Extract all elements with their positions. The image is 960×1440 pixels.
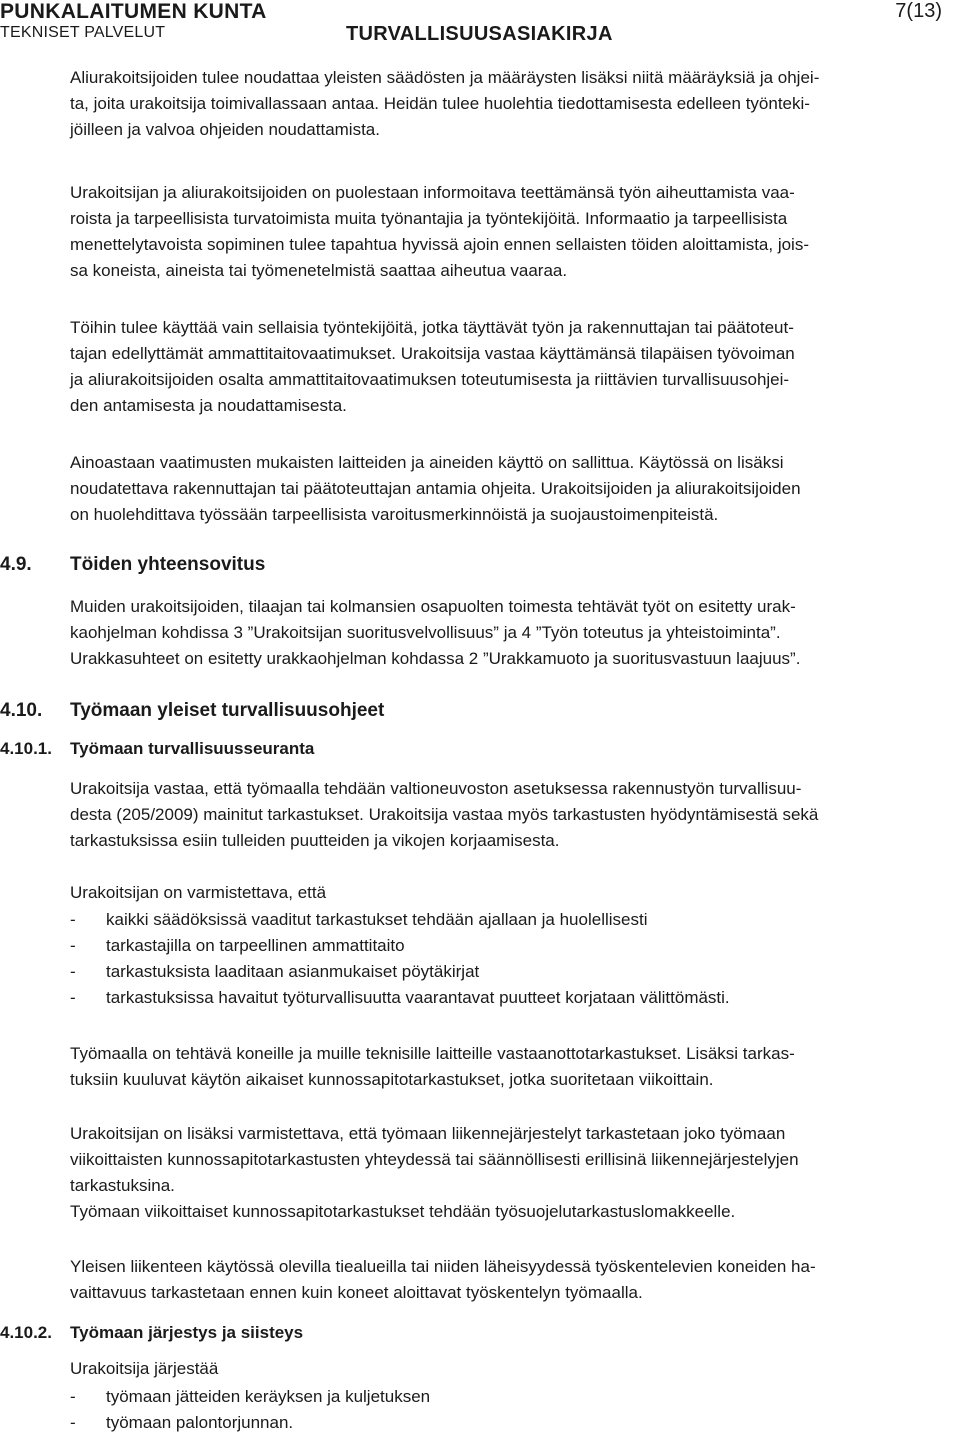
- paragraph-machine-inspections: Työmaalla on tehtävä koneille ja muille teknisille laitteille vastaanottotarkastukset. Lisäksi tarkas- tuksiin kuuluvat käytön aikaiset kunnossapitotarkastukset, jotka suoritetaan viikoittain.: [70, 1044, 795, 1089]
- paragraph-equipment-use: Ainoastaan vaatimusten mukaisten laitteiden ja aineiden käyttö on sallittua. Käytössä on lisäksi noudatettava rakennuttajan tai päätoteuttajan antamia ohjeita. Urakoitsijoiden ja aliurakoitsijoiden on huolehdittava työssään tarpeellisista varoitusmerkinnöistä ja suojaustoimenpiteistä.: [70, 453, 801, 524]
- paragraph-subcontractor-rules: Aliurakoitsijoiden tulee noudattaa yleisten säädösten ja määräysten lisäksi niitä määräyksiä ja ohjei- ta, joita urakoitsija toimivallassaan antaa. Heidän tulee huolehtia tiedottamisesta edelleen työnteki- jöilleen ja valvoa ohjeiden noudattamista.: [70, 68, 820, 139]
- section-title: Työmaan yleiset turvallisuusohjeet: [70, 700, 385, 721]
- paragraph-traffic-arrangements: Urakoitsijan on lisäksi varmistettava, että työmaan liikennejärjestelyt tarkastetaan joko työmaan viikoittaisten kunnossapitotarkastusten yhteydessä tai säännöllisesti erillisinä liikennejärjestelyjen tarkastuksina. Työmaan viikoittaiset kunnossapitotarkastukset tehdään työsuojelutarkastuslomakkeelle.: [70, 1124, 799, 1221]
- paragraph-coordination: Muiden urakoitsijoiden, tilaajan tai kolmansien osapuolten toimesta tehtävät työt on esitetty urak- kaohjelman kohdissa 3 ”Urakoitsijan suoritusvelvollisuus” ja 4 ”Työn toteutus ja yhteistoiminta”. Urakkasuhteet on esitetty urakkaohjelman kohdassa 2 ”Urakkamuoto ja suoritusvastuun laajuus”.: [70, 597, 801, 668]
- section-title: Työmaan järjestys ja siisteys: [70, 1323, 304, 1342]
- paragraph-hazard-information: Urakoitsijan ja aliurakoitsijoiden on puolestaan informoitava teettämänsä työn aiheuttamista vaa- roista ja tarpeellisista turvatoimista muita työnantajia ja työntekijöitä. Informaatio ja tarpeellisista menettelytavoista sopiminen tulee tapahtua hyvissä ajoin ennen sellaisten töiden aloittamista, jois- sa koneista, aineista tai työmenetelmistä saattaa aiheutua vaaraa.: [70, 183, 809, 280]
- list-item: - tarkastajilla on tarpeellinen ammattitaito: [70, 933, 955, 959]
- section-number: 4.10.1.: [0, 739, 52, 758]
- page-number: 7(13): [895, 0, 942, 22]
- inspection-requirements-list: [70, 907, 955, 1011]
- paragraph-ensure-intro: Urakoitsijan on varmistettava, että: [70, 883, 327, 902]
- document-title: TURVALLISUUSASIAKIRJA: [346, 23, 613, 45]
- site-order-list: [70, 1384, 955, 1436]
- section-number: 4.10.: [0, 700, 43, 721]
- list-item: - työmaan palontorjunnan.: [70, 1410, 955, 1436]
- list-item: - tarkastuksista laaditaan asianmukaiset pöytäkirjat: [70, 959, 955, 985]
- list-item: - kaikki säädöksissä vaaditut tarkastukset tehdään ajallaan ja huolellisesti: [70, 907, 955, 933]
- section-title: Työmaan turvallisuusseuranta: [70, 739, 315, 758]
- paragraph-worker-competence: Töihin tulee käyttää vain sellaisia työntekijöitä, jotka täyttävät työn ja rakennuttajan tai päätoteut- tajan edellyttämät ammattitaitovaatimukset. Urakoitsija vastaa käyttämänsä tilapäisen työvoiman ja aliurakoitsijoiden osalta ammattitaitovaatimuksen toteutumisesta ja riittävien turvallisuusohjei- den antamisesta ja noudattamisesta.: [70, 318, 795, 415]
- list-item: - tarkastuksissa havaitut työturvallisuutta vaarantavat puutteet korjataan välittömästi.: [70, 985, 955, 1011]
- list-item: - työmaan jätteiden keräyksen ja kuljetuksen: [70, 1384, 955, 1410]
- paragraph-inspections: Urakoitsija vastaa, että työmaalla tehdään valtioneuvoston asetuksessa rakennustyön turvallisuu- desta (205/2009) mainitut tarkastukset. Urakoitsija vastaa myös tarkastusten hyödyntämisestä sekä tarkastuksissa esiin tulleiden puutteiden ja vikojen korjaamisesta.: [70, 779, 819, 850]
- section-title: Töiden yhteensovitus: [70, 554, 266, 575]
- section-number: 4.9.: [0, 554, 32, 575]
- paragraph-contractor-arranges: Urakoitsija järjestää: [70, 1359, 219, 1378]
- section-number: 4.10.2.: [0, 1323, 52, 1342]
- organization-name: PUNKALAITUMEN KUNTA: [0, 0, 267, 23]
- paragraph-visibility-check: Yleisen liikenteen käytössä olevilla tiealueilla tai niiden läheisyydessä työskentelevien koneiden ha- vaittavuus tarkastetaan ennen kuin koneet aloittavat työskentelyn työmaalla.: [70, 1257, 816, 1302]
- department-name: TEKNISET PALVELUT: [0, 24, 166, 41]
